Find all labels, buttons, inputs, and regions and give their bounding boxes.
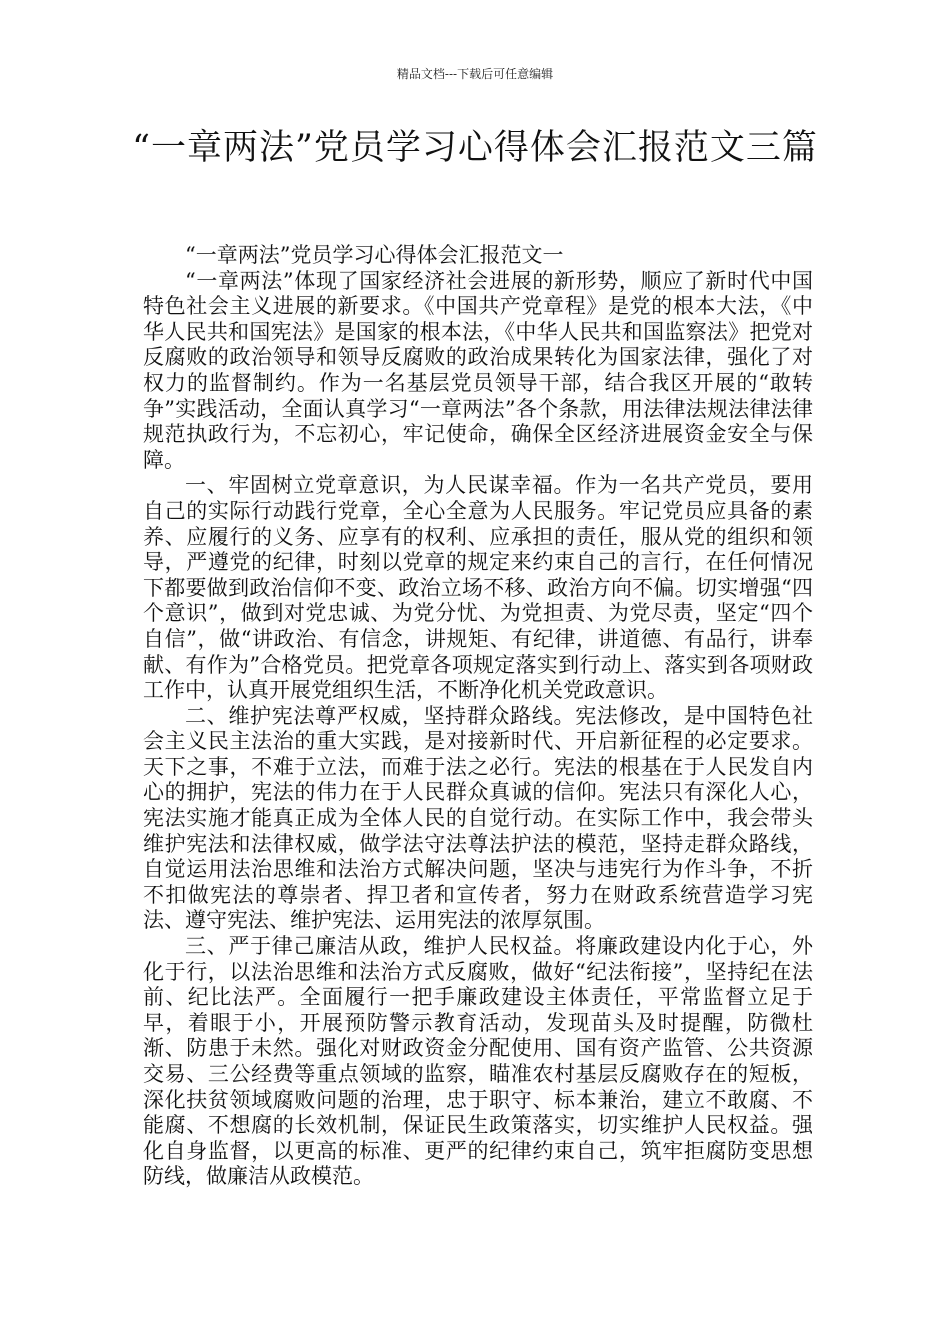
header-note: 精品文档---下载后可任意编辑 bbox=[396, 67, 554, 81]
paragraph-section-3: 三、严于律己廉洁从政，维护人民权益。将廉政建设内化于心，外化于行，以法治思维和法治方式反腐败，做好“纪法衔接”，坚持纪在法前、纪比法严。全面履行一把手廉政建设主体责任，平常监督立足于早，着眼于小，开展预防警示教育活动，发现苗头及时提醒，防微杜渐、防患于未然。强化对财政资金分配使用、国有资产监管、公共资源交易、三公经费等重点领域的监察，瞄准农村基层反腐败存在的短板，深化扶贫领域腐败问题的治理，忠于职守、标本兼治，建立不敢腐、不能腐、不想腐的长效机制，保证民生政策落实，切实维护人民权益。强化自身监督，以更高的标准、更严的纪律约束自己，筑牢拒腐防变思想防线，做廉洁从政模范。 bbox=[143, 934, 813, 1189]
paragraph-intro: “一章两法”体现了国家经济社会进展的新形势，顺应了新时代中国特色社会主义进展的新要求。《中国共产党章程》是党的根本大法，《中华人民共和国宪法》是国家的根本法，《中华人民共和国监察法》把党对反腐败的政治领导和领导反腐败的政治成果转化为国家法律，强化了对权力的监督制约。作为一名基层党员领导干部，结合我区开展的“敢转争”实践活动，全面认真学习“一章两法”各个条款，用法律法规法律法律规范执政行为，不忘初心，牢记使命，确保全区经济进展资金安全与保障。 bbox=[143, 268, 813, 472]
paragraph-section-1: 一、牢固树立党章意识，为人民谋幸福。作为一名共产党员，要用自己的实际行动践行党章，全心全意为人民服务。牢记党员应具备的素养、应履行的义务、应享有的权利、应承担的责任，服从党的组织和领导，严遵党的纪律，时刻以党章的规定来约束自己的言行，在任何情况下都要做到政治信仰不变、政治立场不移、政治方向不偏。切实增强“四个意识”，做到对党忠诚、为党分忧、为党担责、为党尽责，坚定“四个自信”，做“讲政治、有信念，讲规矩、有纪律，讲道德、有品行，讲奉献、有作为”合格党员。把党章各项规定落实到行动上、落实到各项财政工作中，认真开展党组织生活，不断净化机关党政意识。 bbox=[143, 473, 813, 703]
paragraph-section-2: 二、维护宪法尊严权威，坚持群众路线。宪法修改，是中国特色社会主义民主法治的重大实践，是对接新时代、开启新征程的必定要求。天下之事，不难于立法，而难于法之必行。宪法的根基在于人民发自内心的拥护，宪法的伟力在于人民群众真诚的信仰。宪法只有深化人心，宪法实施才能真正成为全体人民的自觉行动。在实际工作中，我会带头维护宪法和法律权威，做学法守法尊法护法的模范，坚持走群众路线，自觉运用法治思维和法治方式解决问题，坚决与违宪行为作斗争，不折不扣做宪法的尊崇者、捍卫者和宣传者，努力在财政系统营造学习宪法、遵守宪法、维护宪法、运用宪法的浓厚氛围。 bbox=[143, 703, 813, 933]
document-title: “一章两法”党员学习心得体会汇报范文三篇 bbox=[132, 128, 818, 168]
section-subtitle: “一章两法”党员学习心得体会汇报范文一 bbox=[185, 243, 564, 267]
document-body bbox=[143, 243, 813, 1190]
